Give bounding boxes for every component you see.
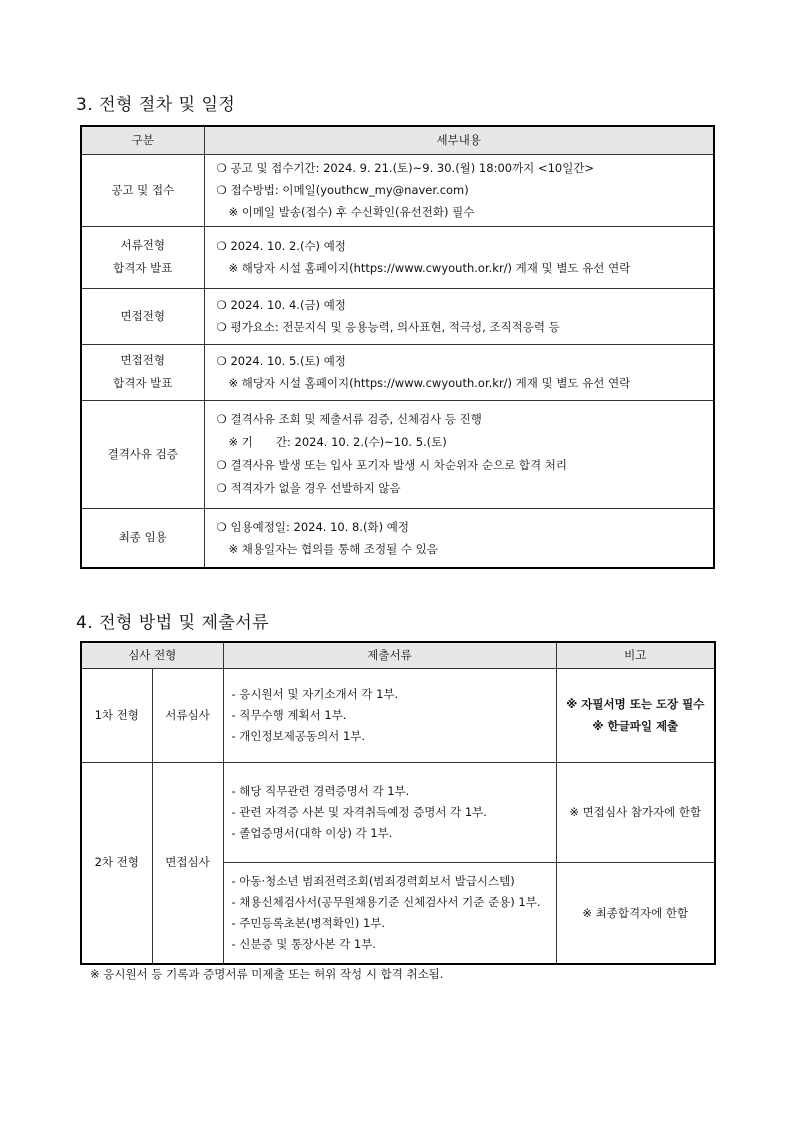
documents-header-row: [81, 642, 715, 668]
doc-item: - 응시원서 및 자기소개서 각 1부.: [231, 686, 399, 701]
doc-item: - 신분증 및 통장사본 각 1부.: [231, 936, 376, 951]
stage2-note-a: [556, 762, 715, 862]
note-line: ※ 최종합격자에 한함: [582, 905, 689, 920]
stage2-docs-a: [223, 762, 556, 862]
detail-note-line: ※ 해당자 시설 홈페이지(https://www.cwyouth.or.kr/) 게재 및 별도 유선 연락: [228, 261, 631, 275]
detail-line: ❍ 공고 및 접수기간: 2024. 9. 21.(토)~9. 30.(월) 18:00까지 <10일간>: [216, 161, 595, 175]
row-details: [204, 344, 714, 400]
row-category: [81, 288, 204, 344]
category-line: 결격사유 검증: [107, 446, 178, 461]
col-header-category: 구분: [81, 126, 204, 154]
note-line: ※ 자필서명 또는 도장 필수: [566, 697, 705, 711]
note-line: ※ 한글파일 제출: [592, 719, 679, 733]
section4-title: 4. 전형 방법 및 제출서류: [76, 613, 270, 633]
doc-item: - 아동·청소년 범죄전력조회(범죄경력회보서 발급시스템): [231, 873, 515, 888]
schedule-header-row: [81, 126, 714, 154]
category-line: 합격자 발표: [113, 261, 173, 275]
col-header-stage: 심사 전형: [81, 642, 223, 668]
stage2-row-a: [81, 762, 715, 862]
row-category: [81, 154, 204, 226]
category-line: 서류전형: [120, 238, 165, 252]
stage1-row: [81, 668, 715, 762]
doc-item: - 직무수행 계획서 1부.: [231, 707, 347, 722]
category-line: 최종 임용: [118, 530, 167, 545]
stage2-docs-b: [223, 862, 556, 964]
schedule-row: [81, 288, 714, 344]
row-details: [204, 508, 714, 568]
row-category: [81, 400, 204, 508]
category-line: 합격자 발표: [113, 376, 173, 390]
doc-item: - 주민등록초본(병적확인) 1부.: [231, 915, 386, 930]
stage1-notes: [556, 668, 715, 762]
doc-item: - 개인정보제공동의서 1부.: [231, 728, 366, 743]
detail-line: ❍ 2024. 10. 5.(토) 예정: [216, 354, 346, 368]
row-details: [204, 288, 714, 344]
detail-line: ❍ 평가요소: 전문지식 및 응용능력, 의사표현, 적극성, 조직적응력 등: [216, 320, 560, 334]
row-details: [204, 226, 714, 288]
stage1-docs: [223, 668, 556, 762]
row-category: [81, 344, 204, 400]
footnote: ※ 응시원서 등 기록과 증명서류 미제출 또는 허위 작성 시 합격 취소됨.: [90, 967, 444, 981]
detail-line: ❍ 접수방법: 이메일(youthcw_my@naver.com): [216, 183, 469, 197]
documents-table: [80, 641, 716, 965]
schedule-row: [81, 400, 714, 508]
col-header-docs: 제출서류: [223, 642, 556, 668]
detail-line: ❍ 2024. 10. 4.(금) 예정: [216, 298, 346, 312]
doc-item: - 관련 자격증 사본 및 자격취득예정 증명서 각 1부.: [231, 804, 487, 819]
detail-line: ❍ 결격사유 조회 및 제출서류 검증, 신체검사 등 진행: [216, 412, 482, 426]
stage2-type: 면접심사: [152, 762, 223, 964]
stage1-label: 1차 전형: [81, 668, 152, 762]
schedule-row: [81, 344, 714, 400]
doc-item: - 해당 직무관련 경력증명서 각 1부.: [231, 783, 410, 798]
category-line: 면접전형: [120, 308, 165, 323]
row-details: [204, 400, 714, 508]
detail-note-line: ※ 채용일자는 협의를 통해 조정될 수 있음: [228, 541, 438, 556]
doc-item: - 채용신체검사서(공무원채용기준 신체검사서 기준 준용) 1부.: [231, 894, 541, 909]
category-line: 면접전형: [120, 353, 165, 367]
col-header-note: 비고: [556, 642, 715, 668]
detail-line: ❍ 적격자가 없을 경우 선발하지 않음: [216, 481, 401, 495]
detail-line: ❍ 결격사유 발생 또는 입사 포기자 발생 시 차순위자 순으로 합격 처리: [216, 458, 567, 472]
row-details: [204, 154, 714, 226]
row-category: [81, 508, 204, 568]
detail-line: ❍ 임용예정일: 2024. 10. 8.(화) 예정: [216, 519, 409, 534]
note-line: ※ 면접심사 참가자에 한함: [569, 805, 702, 819]
row-category: [81, 226, 204, 288]
detail-note-line: ※ 해당자 시설 홈페이지(https://www.cwyouth.or.kr/) 게재 및 별도 유선 연락: [228, 376, 631, 390]
schedule-row: [81, 226, 714, 288]
detail-line: ❍ 2024. 10. 2.(수) 예정: [216, 239, 346, 253]
schedule-table: [80, 125, 715, 569]
category-line: 공고 및 접수: [111, 182, 175, 197]
schedule-row: [81, 508, 714, 568]
schedule-row: [81, 154, 714, 226]
detail-note-line: ※ 이메일 발송(접수) 후 수신확인(유선전화) 필수: [228, 205, 475, 219]
stage2-label: 2차 전형: [81, 762, 152, 964]
detail-note-line: ※ 기 간: 2024. 10. 2.(수)~10. 5.(토): [228, 435, 447, 449]
doc-item: - 졸업증명서(대학 이상) 각 1부.: [231, 825, 393, 840]
section3-title: 3. 전형 절차 및 일정: [76, 95, 236, 115]
col-header-details: 세부내용: [204, 126, 714, 154]
stage1-type: 서류심사: [152, 668, 223, 762]
stage2-note-b: [556, 862, 715, 964]
